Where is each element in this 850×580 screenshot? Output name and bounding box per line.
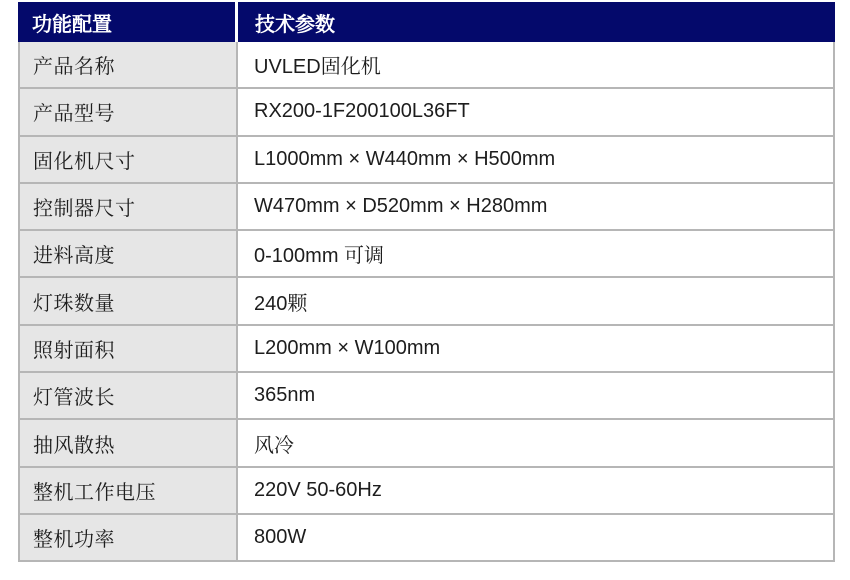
spec-label: 进料高度 bbox=[18, 231, 238, 278]
spec-row-product-model bbox=[18, 89, 835, 136]
spec-value: 240颗 bbox=[238, 278, 835, 325]
spec-label: 固化机尺寸 bbox=[18, 137, 238, 184]
spec-label: 产品名称 bbox=[18, 42, 238, 89]
spec-label: 控制器尺寸 bbox=[18, 184, 238, 231]
spec-row-irradiation-area bbox=[18, 326, 835, 373]
spec-row-power bbox=[18, 515, 835, 562]
spec-value: L200mm × W100mm bbox=[238, 326, 835, 373]
spec-value: 220V 50-60Hz bbox=[238, 468, 835, 515]
spec-label: 整机功率 bbox=[18, 515, 238, 562]
spec-value: 风冷 bbox=[238, 420, 835, 467]
spec-value: 0-100mm 可调 bbox=[238, 231, 835, 278]
header-cell-tech-params: 技术参数 bbox=[255, 13, 335, 36]
spec-value: L1000mm × W440mm × H500mm bbox=[238, 137, 835, 184]
spec-table bbox=[18, 2, 835, 562]
spec-value: UVLED固化机 bbox=[238, 42, 835, 89]
spec-label: 照射面积 bbox=[18, 326, 238, 373]
spec-row-cooling bbox=[18, 420, 835, 467]
spec-row-feed-height bbox=[18, 231, 835, 278]
spec-value: W470mm × D520mm × H280mm bbox=[238, 184, 835, 231]
header-cell-function-config: 功能配置 bbox=[18, 2, 238, 42]
spec-row-product-name bbox=[18, 42, 835, 89]
spec-label: 灯珠数量 bbox=[18, 278, 238, 325]
spec-row-led-count bbox=[18, 278, 835, 325]
spec-label: 抽风散热 bbox=[18, 420, 238, 467]
spec-row-controller-size bbox=[18, 184, 835, 231]
spec-value: 800W bbox=[238, 515, 835, 562]
spec-label: 整机工作电压 bbox=[18, 468, 238, 515]
table-header-row bbox=[18, 2, 835, 42]
spec-value: 365nm bbox=[238, 373, 835, 420]
spec-row-machine-size bbox=[18, 137, 835, 184]
spec-row-voltage bbox=[18, 468, 835, 515]
spec-label: 产品型号 bbox=[18, 89, 238, 136]
spec-row-wavelength bbox=[18, 373, 835, 420]
spec-label: 灯管波长 bbox=[18, 373, 238, 420]
spec-value: RX200-1F200100L36FT bbox=[238, 89, 835, 136]
